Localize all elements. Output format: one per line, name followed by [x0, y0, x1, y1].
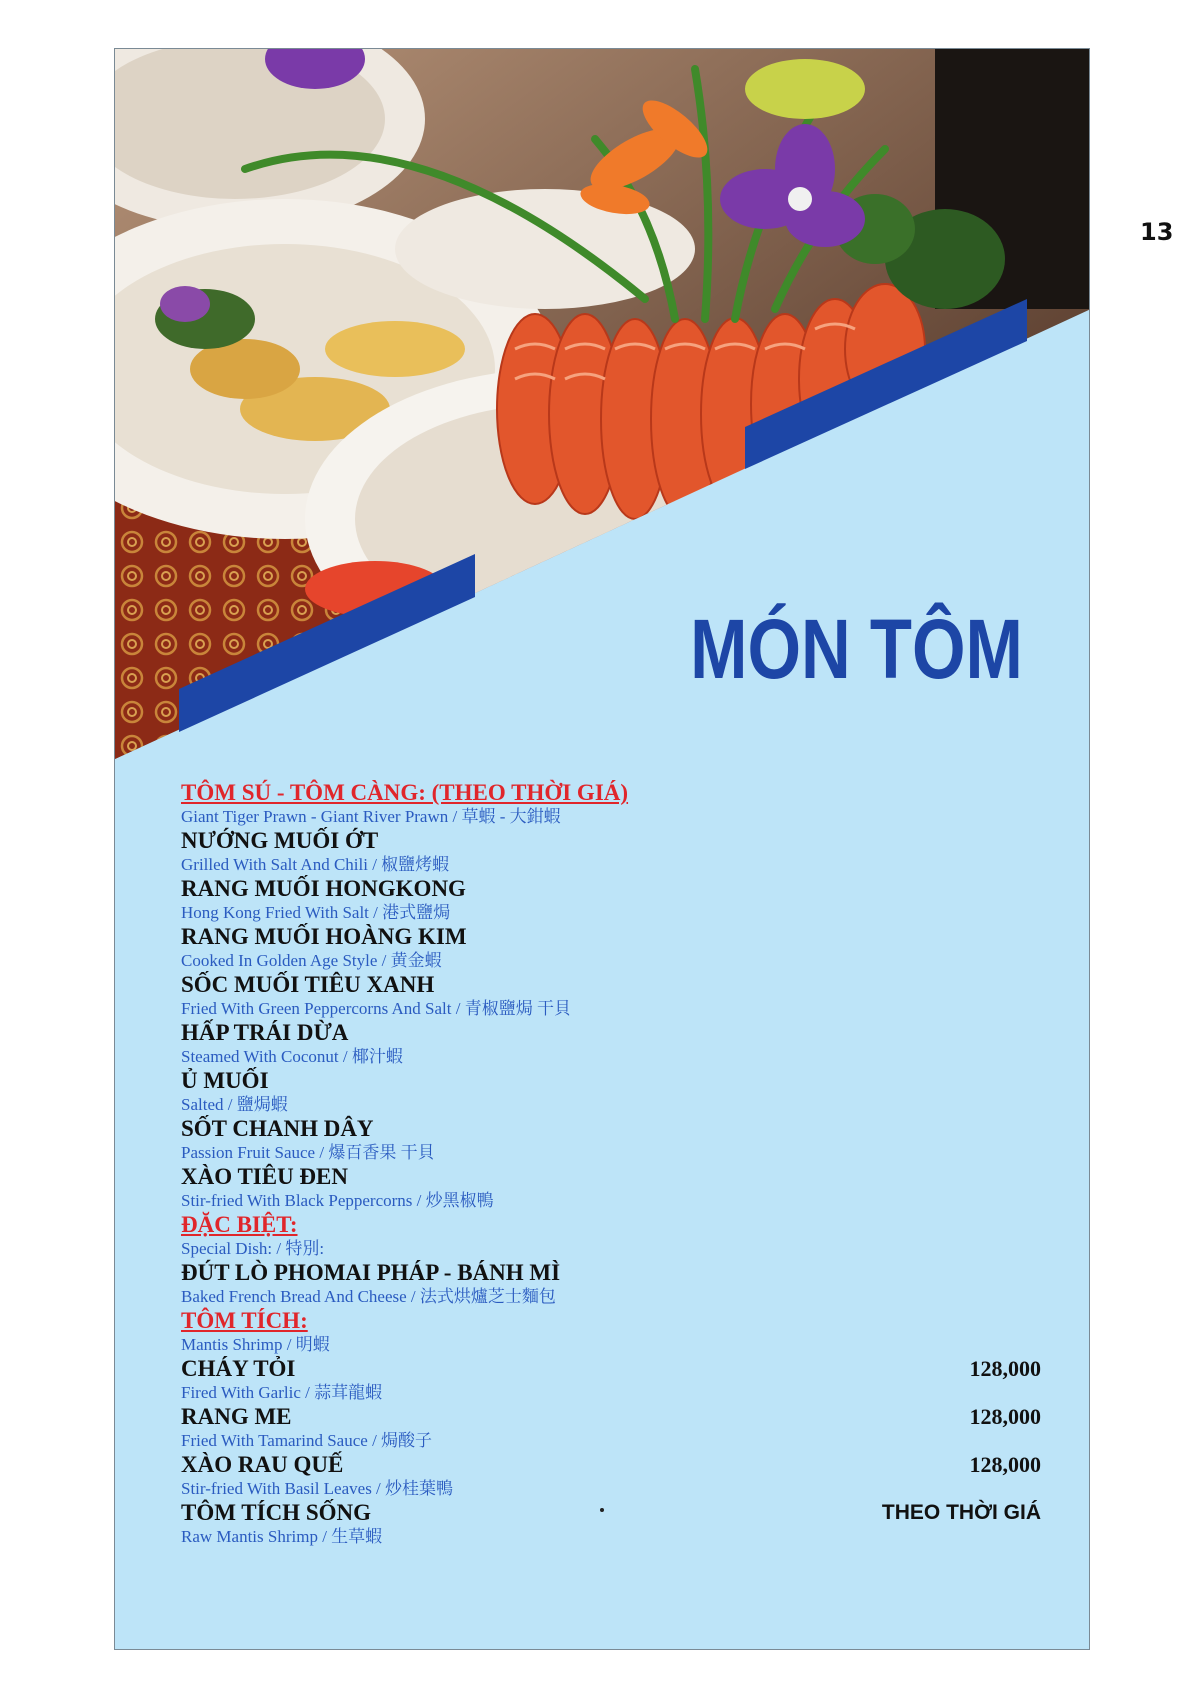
menu-item: [181, 1499, 1041, 1526]
menu-item: [181, 1259, 1041, 1286]
item-price: 128,000: [969, 1452, 1041, 1477]
menu-list: [181, 779, 1041, 1547]
item-description: Stir-fried With Basil Leaves / 炒桂葉鴨: [181, 1479, 454, 1498]
menu-item: [181, 1355, 1041, 1382]
item-name: RANG MUỐI HONGKONG: [181, 876, 466, 901]
item-description: Fried With Tamarind Sauce / 焗酸子: [181, 1431, 433, 1450]
item-description: Passion Fruit Sauce / 爆百香果 干貝: [181, 1143, 435, 1162]
menu-item: [181, 1163, 1041, 1190]
item-description: Fried With Green Peppercorns And Salt / 青椒鹽焗 干貝: [181, 999, 571, 1018]
item-description: Salted / 鹽焗蝦: [181, 1095, 288, 1114]
item-name: XÀO RAU QUẾ: [181, 1452, 344, 1477]
item-name: CHÁY TỎI: [181, 1356, 296, 1381]
stray-dot: [600, 1508, 604, 1512]
item-description: Grilled With Salt And Chili / 椒鹽烤蝦: [181, 855, 450, 874]
item-description: Stir-fried With Black Peppercorns / 炒黑椒鴨: [181, 1191, 494, 1210]
item-name: RANG ME: [181, 1404, 292, 1429]
item-description: Raw Mantis Shrimp / 生草蝦: [181, 1527, 383, 1546]
item-name: ĐÚT LÒ PHOMAI PHÁP - BÁNH MÌ: [181, 1260, 561, 1285]
item-description: Fired With Garlic / 蒜茸龍蝦: [181, 1383, 383, 1402]
item-name: TÔM TÍCH SỐNG: [181, 1500, 371, 1525]
menu-panel: [114, 48, 1090, 1650]
menu-item: [181, 923, 1041, 950]
item-name: RANG MUỐI HOÀNG KIM: [181, 924, 467, 949]
section-heading-tom-tich: TÔM TÍCH:: [181, 1308, 308, 1333]
section-heading-dac-biet: ĐẶC BIỆT:: [181, 1212, 298, 1237]
menu-item: [181, 1019, 1041, 1046]
item-name: XÀO TIÊU ĐEN: [181, 1164, 348, 1189]
item-price: THEO THỜI GIÁ: [881, 1501, 1041, 1524]
item-name: SỐC MUỐI TIÊU XANH: [181, 972, 435, 997]
menu-item: [181, 827, 1041, 854]
section-subtitle: Special Dish: / 特別:: [181, 1239, 325, 1258]
item-description: Steamed With Coconut / 椰汁蝦: [181, 1047, 403, 1066]
section-subtitle: Giant Tiger Prawn - Giant River Prawn / 草蝦 - 大鉗蝦: [181, 807, 561, 826]
item-name: HẤP TRÁI DỪA: [181, 1020, 349, 1045]
menu-item: [181, 971, 1041, 998]
page-title: MÓN TÔM: [690, 602, 1023, 696]
menu-item: [181, 1067, 1041, 1094]
section-heading-tom-su-tom-cang: TÔM SÚ - TÔM CÀNG: (THEO THỜI GIÁ): [181, 780, 629, 805]
item-name: SỐT CHANH DÂY: [181, 1116, 374, 1141]
menu-item: [181, 1403, 1041, 1430]
item-description: Baked French Bread And Cheese / 法式烘爐芝士麵包: [181, 1287, 556, 1306]
menu-item: [181, 875, 1041, 902]
item-name: NƯỚNG MUỐI ỚT: [181, 828, 379, 853]
item-description: Hong Kong Fried With Salt / 港式鹽焗: [181, 903, 451, 922]
page-number: 13: [1140, 218, 1174, 246]
item-price: 128,000: [969, 1404, 1041, 1429]
item-name: Ủ MUỐI: [181, 1068, 269, 1093]
item-description: Cooked In Golden Age Style / 黄金蝦: [181, 951, 442, 970]
menu-item: [181, 1451, 1041, 1478]
section-subtitle: Mantis Shrimp / 明蝦: [181, 1335, 330, 1354]
item-price: 128,000: [969, 1356, 1041, 1381]
menu-item: [181, 1115, 1041, 1142]
